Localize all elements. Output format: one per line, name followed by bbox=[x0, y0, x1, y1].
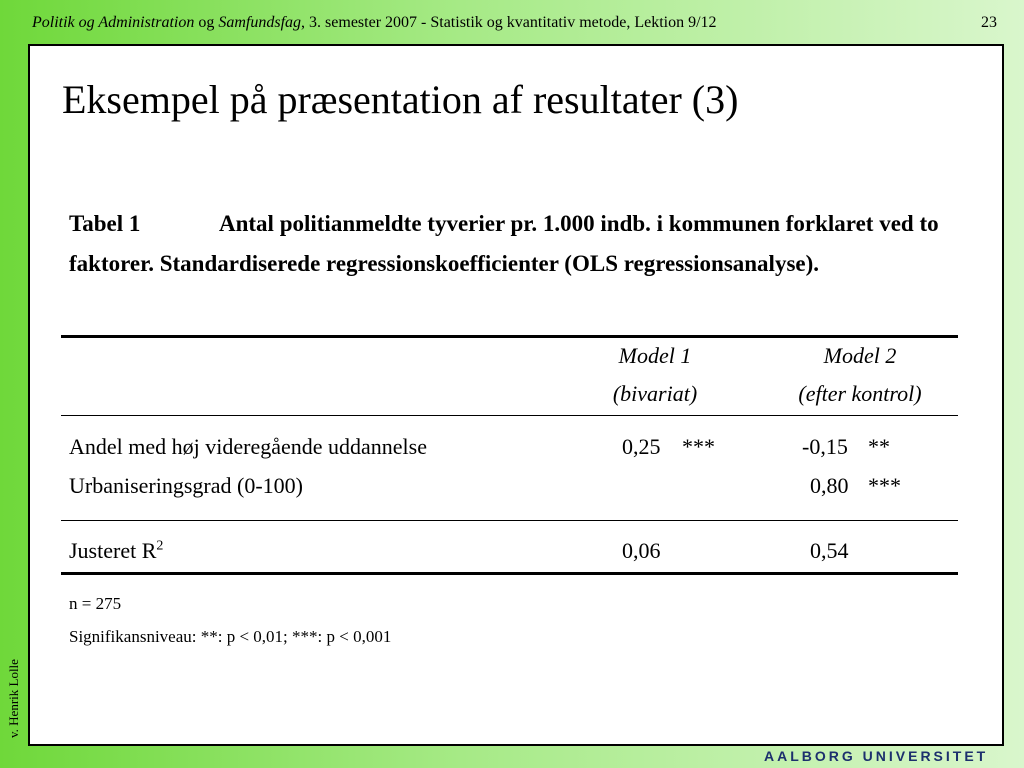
column-subheader-model-2: (efter kontrol) bbox=[798, 381, 922, 406]
fit-model-1-value: 0,06 bbox=[622, 538, 661, 563]
header-og: og bbox=[194, 14, 219, 31]
fit-label-text: Justeret R bbox=[69, 538, 157, 563]
sample-size-note: n = 275 bbox=[69, 594, 122, 613]
university-logo: AALBORG UNIVERSITET bbox=[764, 748, 989, 764]
model-2-significance: ** bbox=[868, 434, 890, 459]
fit-model-2-value: 0,54 bbox=[810, 538, 849, 563]
model-1-significance: *** bbox=[682, 434, 715, 459]
fit-label-superscript: 2 bbox=[156, 538, 164, 554]
table-header-rule bbox=[61, 415, 958, 416]
author-credit: v. Henrik Lolle bbox=[6, 659, 21, 738]
header-rest: , 3. semester 2007 - Statistik og kvantitativ metode, Lektion 9/12 bbox=[301, 14, 717, 31]
slide-content bbox=[28, 44, 1004, 746]
model-2-value: 0,80 bbox=[810, 473, 849, 498]
header-text bbox=[32, 12, 717, 34]
table-body-rule bbox=[61, 520, 958, 521]
table-header-row bbox=[30, 338, 1002, 374]
column-header-model-2: Model 2 bbox=[823, 343, 897, 368]
column-subheader-model-1: (bivariat) bbox=[612, 381, 698, 406]
model-2-significance: *** bbox=[868, 473, 901, 498]
caption-text: Antal politianmeldte tyverier pr. 1.000 indb. i kommunen forklaret ved to faktorer. Standardiserede regressionskoefficienter (OLS regressionsanalyse). bbox=[69, 211, 939, 276]
header-course-2: Samfundsfag bbox=[218, 14, 302, 31]
table-row bbox=[30, 429, 1002, 465]
table-row bbox=[30, 468, 1002, 504]
header-course-1: Politik og Administration bbox=[32, 14, 195, 31]
slide-title: Eksempel på præsentation af resultater (3) bbox=[62, 77, 739, 122]
slide-header bbox=[32, 12, 1002, 34]
column-header-model-1: Model 1 bbox=[618, 343, 692, 368]
fit-label bbox=[69, 533, 163, 569]
caption-label: Tabel 1 bbox=[69, 211, 141, 236]
table-fit-row bbox=[30, 533, 1002, 569]
model-1-value: 0,25 bbox=[622, 434, 661, 459]
page-number: 23 bbox=[981, 14, 997, 31]
model-2-value: -0,15 bbox=[802, 434, 848, 459]
significance-note: Signifikansniveau: **: p < 0,01; ***: p < 0,001 bbox=[69, 627, 392, 646]
table-caption bbox=[69, 204, 949, 284]
row-label: Urbaniseringsgrad (0-100) bbox=[69, 473, 303, 498]
row-label: Andel med høj videregående uddannelse bbox=[69, 434, 427, 459]
table-subheader-row bbox=[30, 376, 1002, 412]
table-bottom-rule bbox=[61, 572, 958, 575]
